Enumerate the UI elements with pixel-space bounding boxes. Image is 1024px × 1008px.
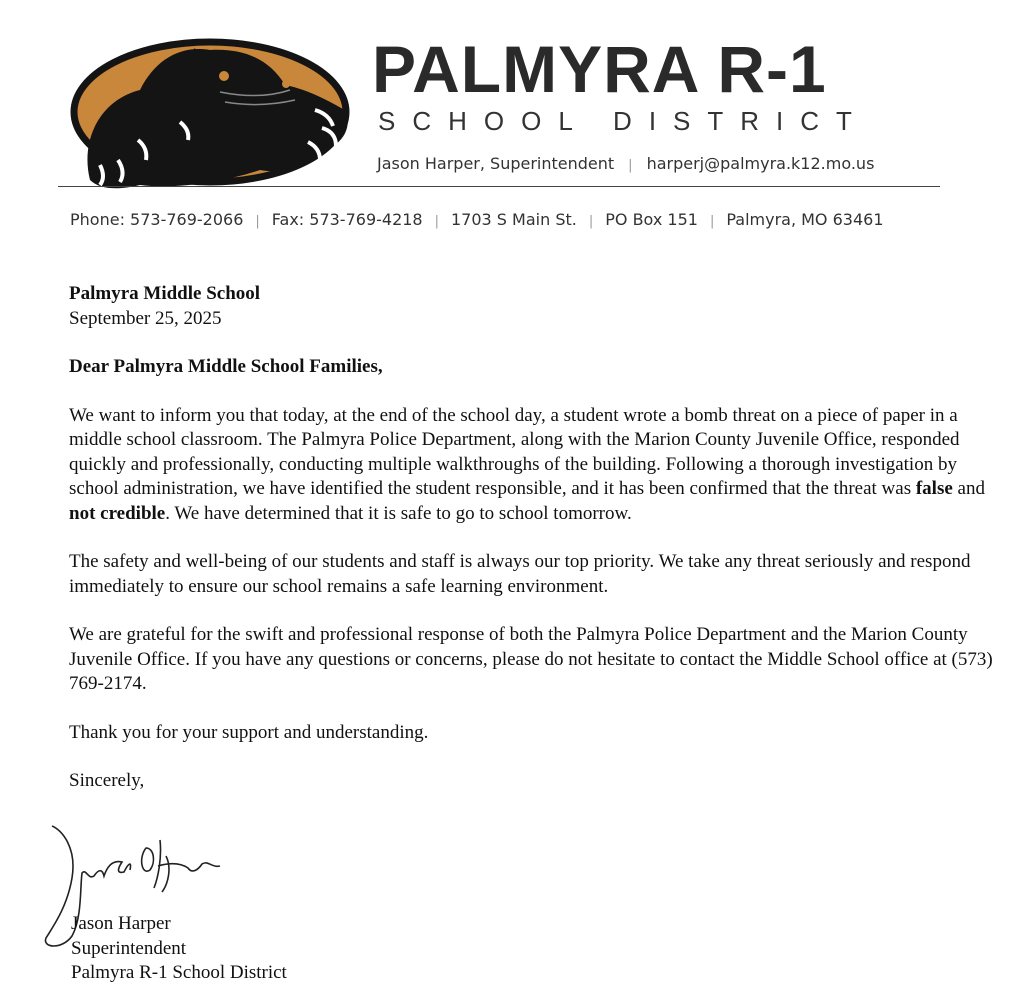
school-name: Palmyra Middle School (69, 283, 261, 304)
fax: Fax: 573-769-4218 (271, 210, 423, 229)
superintendent-contact (377, 154, 874, 173)
paragraph-1-text: We want to inform you that today, at the end of the school day, a student wrote a bomb threat on a piece of paper in a middle school classroom. The Palmyra Police Department, along with the Marion County Juvenile Office, responded quickly and professionally, conducting multiple walkthroughs of the building. Following a thorough investigation by school administration, we have identified the student responsible, and it has been confirmed that the threat was (69, 404, 960, 499)
separator: | (434, 214, 439, 229)
district-info-line (70, 210, 884, 229)
signer-title: Superintendent (71, 937, 187, 959)
signer-organization: Palmyra R-1 School District (71, 962, 287, 983)
signature-block (71, 912, 287, 986)
salutation: Dear Palmyra Middle School Families, (69, 356, 383, 377)
paragraph-4: Thank you for your support and understanding. (69, 721, 429, 743)
letter-body (69, 282, 999, 818)
superintendent-email: harperj@palmyra.k12.mo.us (646, 154, 875, 173)
separator: | (709, 214, 715, 229)
paragraph-1 (69, 404, 999, 527)
emphasis-not-credible: not credible (69, 502, 166, 524)
header-divider (58, 186, 940, 187)
panther-logo-icon (60, 30, 360, 205)
street-address: 1703 S Main St. (451, 210, 577, 229)
signer-name: Jason Harper (71, 913, 171, 934)
paragraph-1-end: . We have determined that it is safe to go to school tomorrow. (165, 502, 632, 524)
city-state-zip: Palmyra, MO 63461 (726, 210, 884, 229)
po-box: PO Box 151 (605, 210, 698, 229)
separator: | (255, 214, 260, 229)
separator: | (628, 158, 633, 173)
district-subtitle: SCHOOL DISTRICT (378, 106, 869, 136)
paragraph-2: The safety and well-being of our students and staff is always our top priority. We take any threat seriously and respond immediately to ensure our school remains a safe learning environment. (69, 551, 971, 597)
paragraph-1-and: and (952, 478, 985, 499)
phone: Phone: 573-769-2066 (70, 210, 244, 229)
closing: Sincerely, (69, 770, 145, 791)
letter-date: September 25, 2025 (69, 307, 222, 329)
paragraph-3: We are grateful for the swift and professional response of both the Palmyra Police Department and the Marion County Juvenile Office. If you have any questions or concerns, please do not hesitate to contact the Middle School office at (573) 769-2174. (69, 624, 993, 694)
district-name: PALMYRA R-1 (372, 32, 827, 106)
emphasis-false: false (915, 478, 953, 499)
separator: | (588, 214, 594, 229)
superintendent-name: Jason Harper, Superintendent (377, 154, 615, 173)
